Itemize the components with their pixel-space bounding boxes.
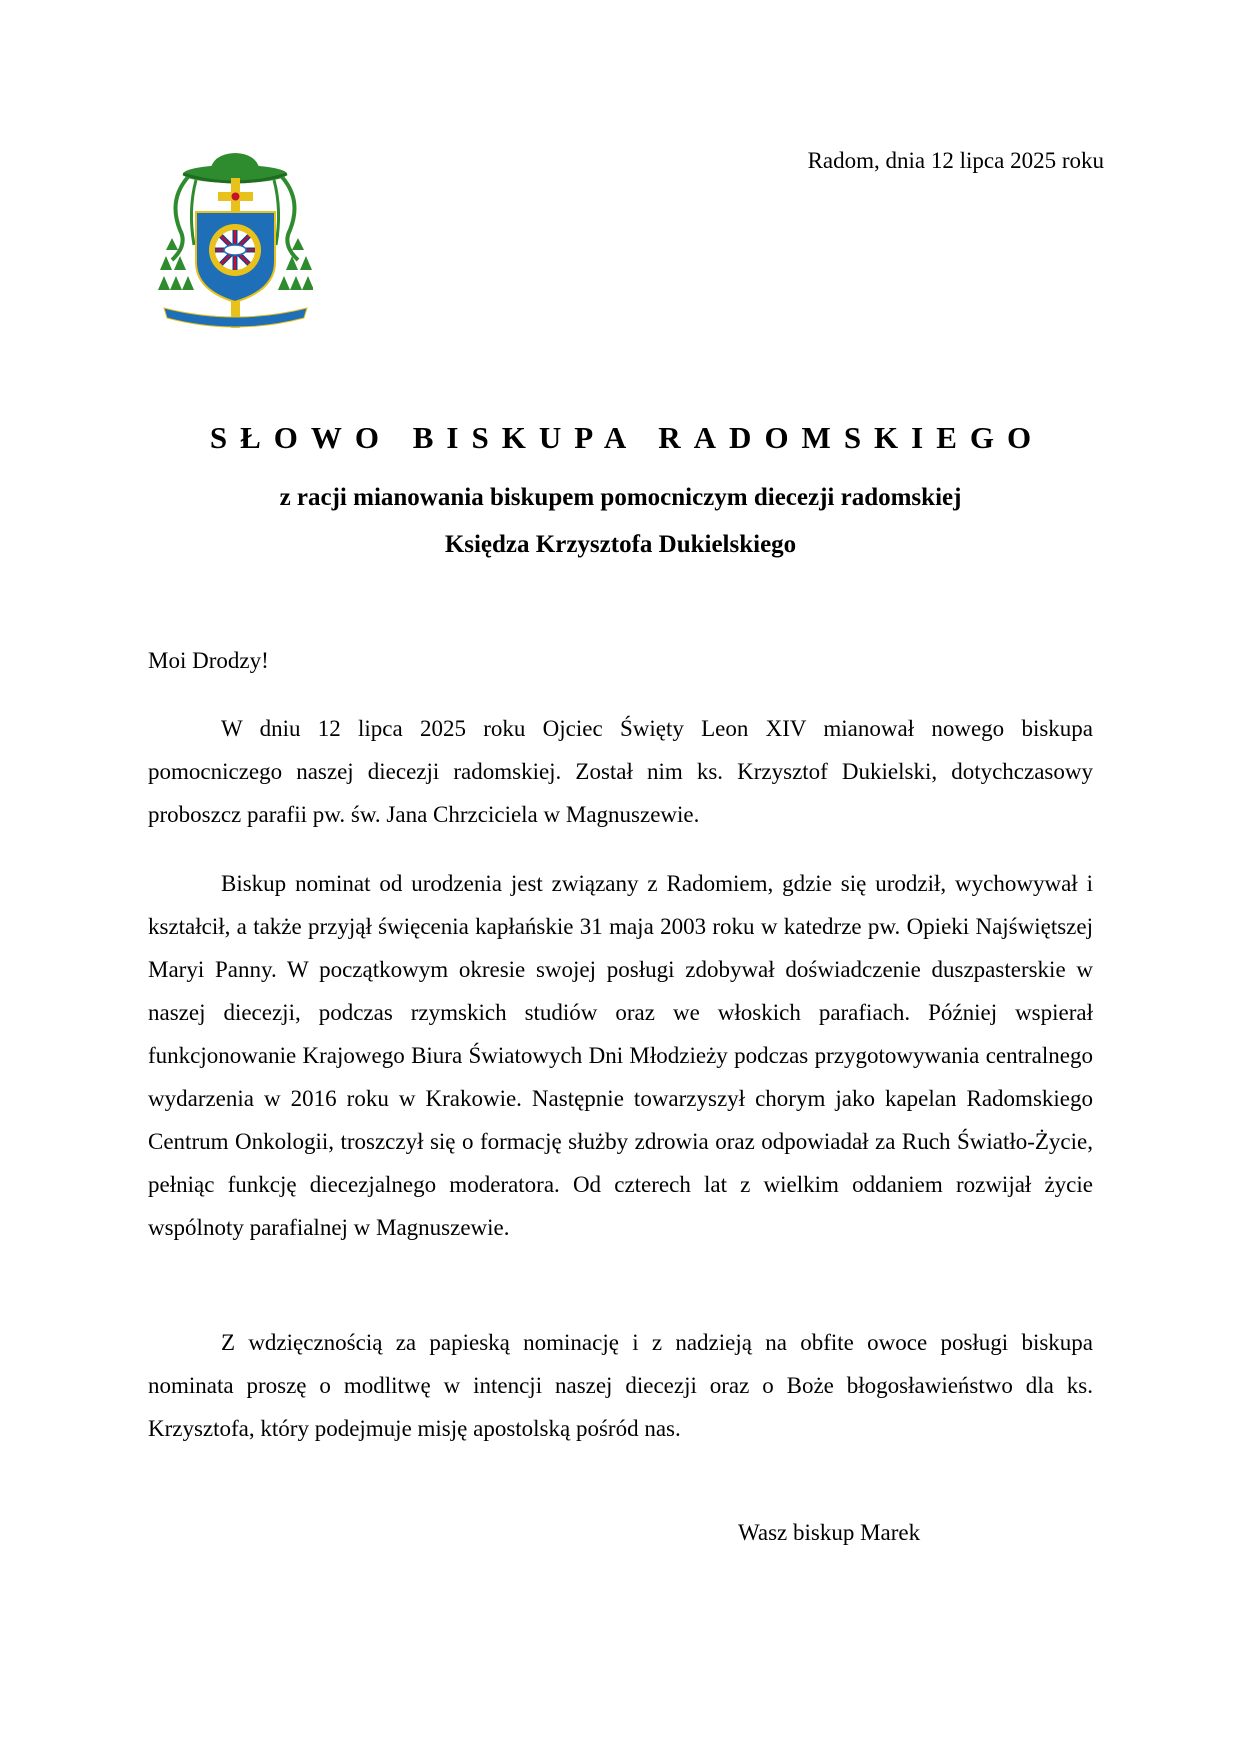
letter-signature: Wasz biskup Marek <box>738 1520 921 1545</box>
letter-paragraph: W dniu 12 lipca 2025 roku Ojciec Święty Leon XIV mianował nowego biskupa pomocniczego naszej diecezji radomskiej. Został nim ks. Krzysztof Dukielski, dotychczasowy proboszcz parafii pw. św. Jana Chrzciciela w Magnuszewie. <box>148 716 1093 827</box>
letter-date: Radom, dnia 12 lipca 2025 roku <box>807 148 1104 173</box>
letter-paragraph: Biskup nominat od urodzenia jest związany z Radomiem, gdzie się urodził, wychowywał i kształcił, a także przyjął święcenia kapłańskie 31 maja 2003 roku w katedrze pw. Opieki Najświętszej Maryi Panny. W początkowym okresie swojej posługi zdobywał doświadczenie duszpasterskie w naszej diecezji, podczas rzymskich studiów oraz we włoskich parafiach. Później wspierał funkcjonowanie Krajowego Biura Światowych Dni Młodzieży podczas przygotowywania centralnego wydarzenia w 2016 roku w Krakowie. Następnie towarzyszył chorym jako kapelan Radomskiego Centrum Onkologii, troszczył się o formację służby zdrowia oraz odpowiadał za Ruch Światło-Życie, pełniąc funkcję diecezjalnego moderatora. Od czterech lat z wielkim oddaniem rozwijał życie wspólnoty parafialnej w Magnuszewie. <box>148 871 1093 1240</box>
letter-paragraph: Z wdzięcznością za papieską nominację i z nadzieją na obfite owoce posługi biskupa nominata proszę o modlitwę w intencji naszej diecezji oraz o Boże błogosławieństwo dla ks. Krzysztofa, który podejmuje misję apostolską pośród nas. <box>148 1330 1093 1441</box>
letter-greeting: Moi Drodzy! <box>148 648 269 673</box>
coat-of-arms-icon <box>158 150 313 332</box>
letter-subtitle-line2: Księdza Krzysztofa Dukielskiego <box>444 531 797 558</box>
letter-subtitle-line1: z racji mianowania biskupem pomocniczym diecezji radomskiej <box>279 484 962 511</box>
letter-title: SŁOWO BISKUPA RADOMSKIEGO <box>209 420 1045 455</box>
